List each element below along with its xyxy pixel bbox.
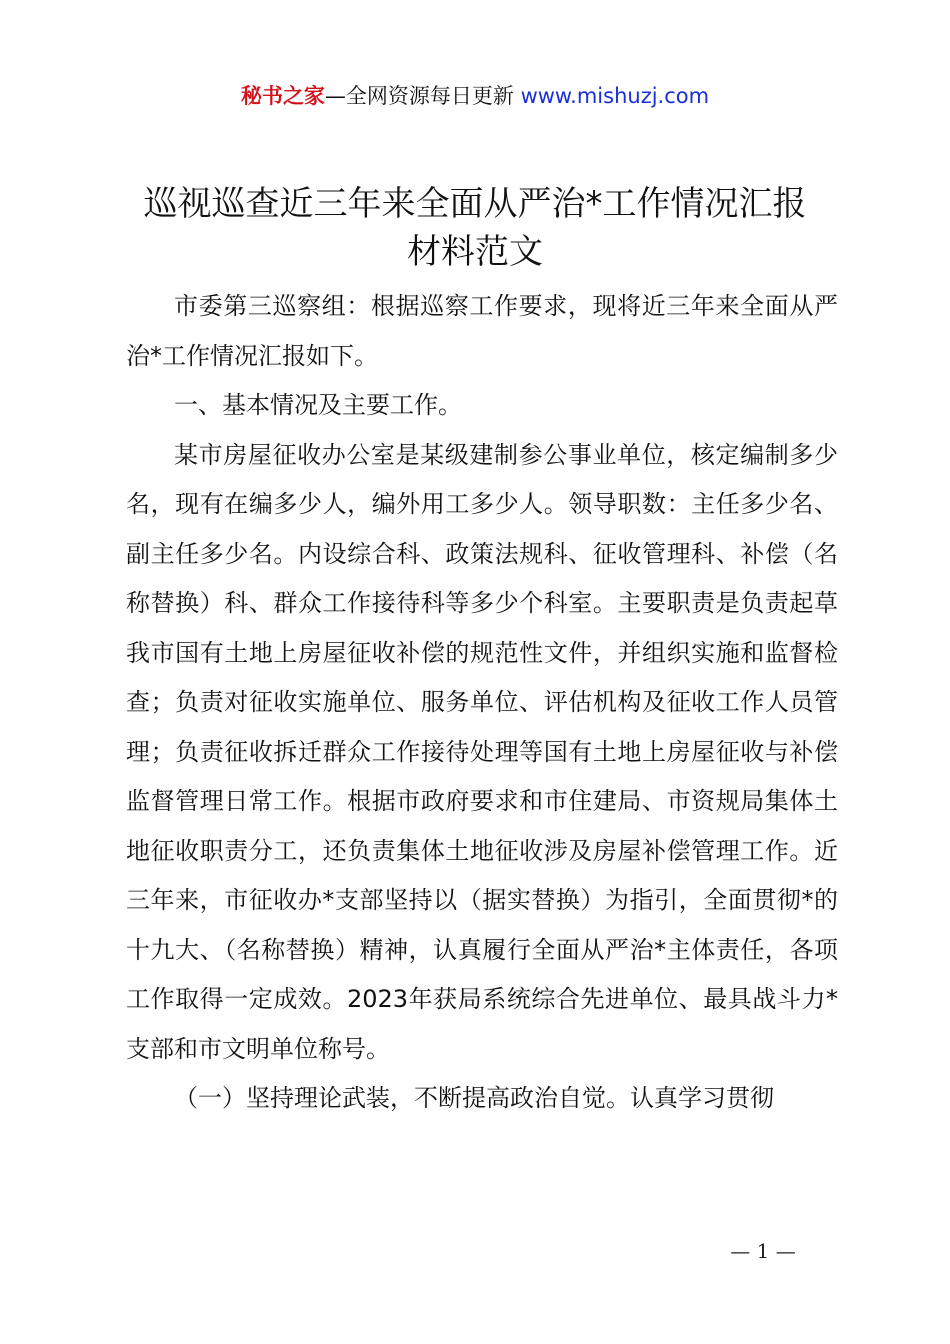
site-header <box>0 80 950 112</box>
title-line-1: 巡视巡查近三年来全面从严治*工作情况汇报 <box>143 184 807 224</box>
document-body <box>126 282 838 1124</box>
title-line-2: 材料范文 <box>407 232 543 272</box>
document-title <box>90 180 860 276</box>
page-number: — 1 — <box>730 1239 796 1263</box>
paragraph-subsection-1: （一）坚持理论武装，不断提高政治自觉。认真学习贯彻 <box>174 1084 774 1112</box>
header-tagline: —全网资源每日更新 <box>324 84 521 108</box>
brand-name: 秘书之家 <box>240 84 325 108</box>
paragraph-basic-situation: 某市房屋征收办公室是某级建制参公事业单位，核定编制多少名，现有在编多少人，编外用工多少人。领导职数：主任多少名、副主任多少名。内设综合科、政策法规科、征收管理科、补偿（名称替换）科、群众工作接待科等多少个科室。主要职责是负责起草我市国有土地上房屋征收补偿的规范性文件，并组织实施和监督检查；负责对征收实施单位、服务单位、评估机构及征收工作人员管理；负责征收拆迁群众工作接待处理等国有土地上房屋征收与补偿监督管理日常工作。根据市政府要求和市住建局、市资规局集体土地征收职责分工，还负责集体土地征收涉及房屋补偿管理工作。近三年来，市征收办*支部坚持以（据实替换）为指引，全面贯彻*的十九大、（名称替换）精神，认真履行全面从严治*主体责任，各项工作取得一定成效。2023年获局系统综合先进单位、最具战斗力*支部和市文明单位称号。 <box>126 440 838 1063</box>
site-url-link[interactable]: www.mishuzj.com <box>520 84 710 108</box>
paragraph-addressee: 市委第三巡察组：根据巡察工作要求，现将近三年来全面从严治*工作情况汇报如下。 <box>126 292 838 370</box>
paragraph-section-heading: 一、基本情况及主要工作。 <box>174 391 462 419</box>
